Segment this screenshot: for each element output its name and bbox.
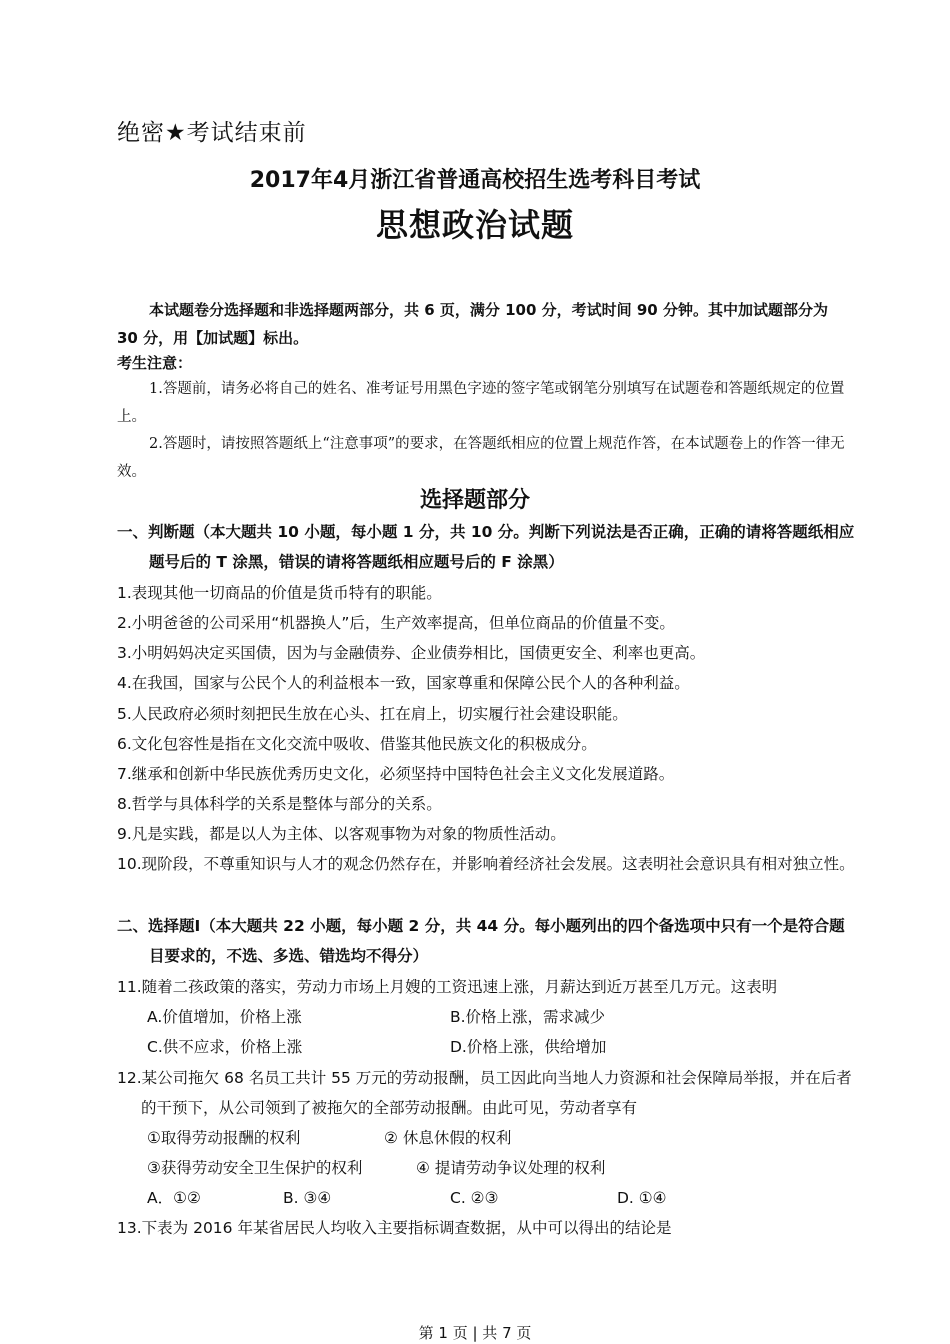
question-9: 9.凡是实践，都是以人为主体、以客观事物为对象的物质性活动。 — [117, 825, 566, 843]
question-3: 3.小明妈妈决定买国债，因为与金融债券、企业债券相比，国债更安全、利率也更高。 — [117, 644, 706, 662]
confidential-label: 绝密★考试结束前 — [117, 120, 307, 146]
section-title: 选择题部分 — [419, 488, 530, 513]
q12-option-b: B. ③④ — [283, 1189, 332, 1207]
q11-option-a: A.价值增加，价格上涨 — [147, 1008, 302, 1026]
notice-item-1: 1.答题前，请务必将自己的姓名、准考证号用黑色字迹的签字笔或钢笔分别填写在试题卷和答题纸规定的位置上。 — [117, 381, 845, 425]
part2-heading: 二、选择题Ⅰ（本大题共 22 小题，每小题 2 分，共 44 分。每小题列出的四个备选项中只有一个是符合题目要求的，不选、多选、错选均不得分） — [117, 917, 845, 965]
subject-title: 思想政治试题 — [375, 206, 574, 244]
q12-option-d: D. ①④ — [617, 1189, 667, 1207]
notice-heading: 考生注意： — [117, 354, 193, 372]
question-1: 1.表现其他一切商品的价值是货币特有的职能。 — [117, 584, 442, 602]
q11-option-d: D.价格上涨，供给增加 — [450, 1038, 607, 1056]
question-4: 4.在我国，国家与公民个人的利益根本一致，国家尊重和保障公民个人的各种利益。 — [117, 674, 690, 692]
q12-item-1: ①取得劳动报酬的权利 — [147, 1129, 301, 1147]
question-13-stem: 13.下表为 2016 年某省居民人均收入主要指标调查数据，从中可以得出的结论是 — [117, 1219, 672, 1237]
question-12-stem: 12.某公司拖欠 68 名员工共计 55 万元的劳动报酬，员工因此向当地人力资源和社会保障局举报，并在后者的干预下，从公司领到了被拖欠的全部劳动报酬。由此可见，劳动者享有 — [117, 1069, 852, 1117]
question-7: 7.继承和创新中华民族优秀历史文化，必须坚持中国特色社会主义文化发展道路。 — [117, 765, 675, 783]
question-6: 6.文化包容性是指在文化交流中吸收、借鉴其他民族文化的积极成分。 — [117, 735, 597, 753]
question-8: 8.哲学与具体科学的关系是整体与部分的关系。 — [117, 795, 442, 813]
q12-item-3: ③获得劳动安全卫生保护的权利 — [147, 1159, 363, 1177]
q12-option-c: C. ②③ — [450, 1189, 499, 1207]
q12-option-a: A．①② — [147, 1189, 201, 1207]
page-footer: 第 1 页 | 共 7 页 — [418, 1324, 532, 1342]
q11-option-b: B.价格上涨，需求减少 — [450, 1008, 606, 1026]
exam-intro: 本试题卷分选择题和非选择题两部分，共 6 页，满分 100 分，考试时间 90 分钟。其中加试题部分为 30 分，用【加试题】标出。 — [117, 301, 828, 347]
q12-item-4: ④ 提请劳动争议处理的权利 — [416, 1159, 606, 1177]
part1-heading: 一、判断题（本大题共 10 小题，每小题 1 分，共 10 分。判断下列说法是否正确，正确的请将答题纸相应题号后的 T 涂黑，错误的请将答题纸相应题号后的 F 涂黑） — [117, 523, 855, 571]
exam-title: 2017年4月浙江省普通高校招生选考科目考试 — [249, 168, 701, 193]
question-10: 10.现阶段，不尊重知识与人才的观念仍然存在，并影响着经济社会发展。这表明社会意识具有相对独立性。 — [117, 855, 855, 873]
q11-option-c: C.供不应求，价格上涨 — [147, 1038, 303, 1056]
q12-item-2: ② 休息休假的权利 — [384, 1129, 512, 1147]
notice-item-2: 2.答题时，请按照答题纸上“注意事项”的要求，在答题纸相应的位置上规范作答，在本试题卷上的作答一律无效。 — [117, 436, 845, 480]
question-5: 5.人民政府必须时刻把民生放在心头、扛在肩上，切实履行社会建设职能。 — [117, 705, 628, 723]
question-2: 2.小明爸爸的公司采用“机器换人”后，生产效率提高，但单位商品的价值量不变。 — [117, 614, 675, 632]
question-11-stem: 11.随着二孩政策的落实，劳动力市场上月嫂的工资迅速上涨，月薪达到近万甚至几万元。这表明 — [117, 978, 778, 996]
